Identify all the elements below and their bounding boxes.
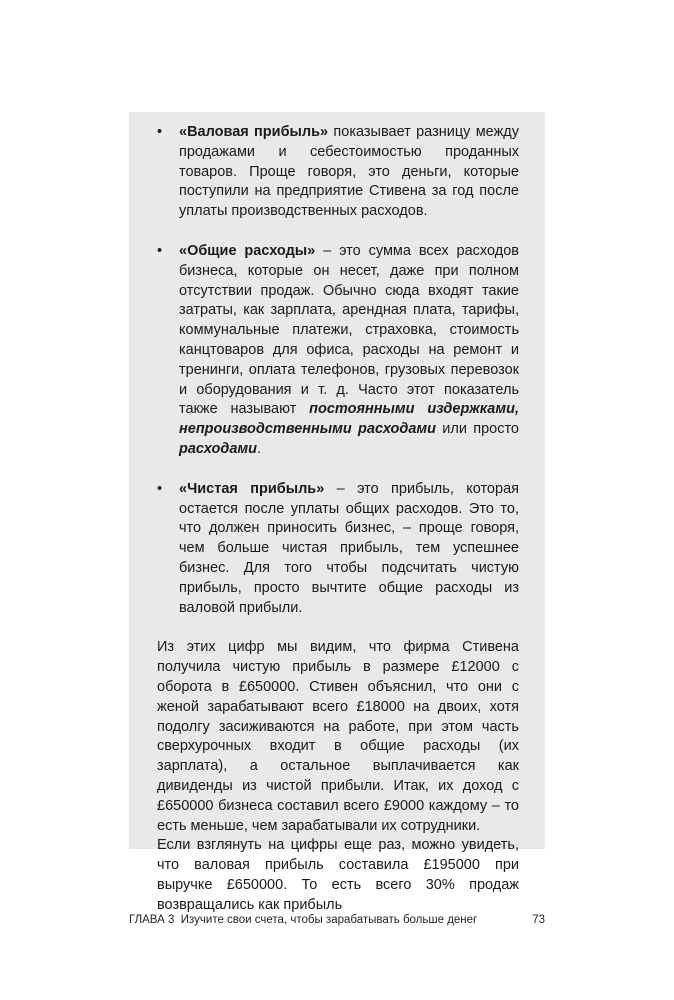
chapter-title: Изучите свои счета, чтобы зарабатывать больше денег [180,914,478,926]
bullet-text: – это прибыль, которая остается после уплаты общих расходов. Это то, что должен приносить бизнес, – проще говоря, чем больше чистая прибыль, тем успешнее бизнес. Для того чтобы подсчитать чистую прибыль, просто вычтите общие расходы из валовой прибыли. [179,480,519,616]
bullet-item-gross-profit [157,123,519,222]
bullet-icon: • [157,124,163,140]
panel-content [157,123,519,915]
bullet-text: показывает разницу между продажами и себестоимостью проданных товаров. Проще говоря, это деньги, которые поступили на предприятие Стивена за год после уплаты производственных расходов. [179,124,519,220]
bullet-item-net-profit [157,480,519,619]
chapter-label: ГЛАВА 3 [129,914,175,926]
body-text [157,638,519,915]
bullet-icon: • [157,242,163,259]
page-number: 73 [532,914,545,926]
bullet-text: – это сумма всех расходов бизнеса, которые он несет, даже при полном отсутствии продаж. Обычно сюда входят такие затраты, как зарплата, арендная плата, тарифы, коммунальные платежи, страховка, стоимость канцтоваров для офиса, расходы на ремонт и тренинги, оплата телефонов, грузовых перевозок и оборудования и т. д. Часто этот показатель также называют [179,242,519,418]
term-net-profit: «Чистая прибыль» [179,480,325,497]
emphasis-fixed-costs: постоянными издержками, непроизводственными расходами [179,401,519,438]
body-paragraph-2: Если взглянуть на цифры еще раз, можно увидеть, что валовая прибыль составила £195000 при выручке £650000. То есть всего 30% продаж возвращались как прибыль [157,837,519,913]
bullet-paragraph [179,123,519,222]
bullet-item-overheads [157,242,519,460]
term-overheads: «Общие расходы» [179,242,316,259]
bullet-text-end: . [256,440,261,457]
sidebar-panel [129,112,545,913]
emphasis-expenses: расходами [179,440,257,457]
body-paragraph-1: Из этих цифр мы видим, что фирма Стивена получила чистую прибыль в размере £12000 с оборота в £650000. Стивен объяснил, что они с женой зарабатывают всего £18000 на двоих, хотя подолгу засиживаются на работе, при этом часть сверхурочных входит в общие расходы (их зарплата), а остальное выплачивается как дивиденды из чистой прибыли. Итак, их доход с £650000 бизнеса составил всего £9000 каждому – то есть меньше, чем зарабатывали их сотрудники. [157,639,519,834]
bullet-icon: • [157,480,163,497]
bullet-paragraph [179,242,519,460]
term-gross-profit: «Валовая прибыль» [179,124,329,140]
running-head [129,914,477,926]
bullet-paragraph [179,480,519,619]
bullet-text-mid: или просто [436,421,519,438]
